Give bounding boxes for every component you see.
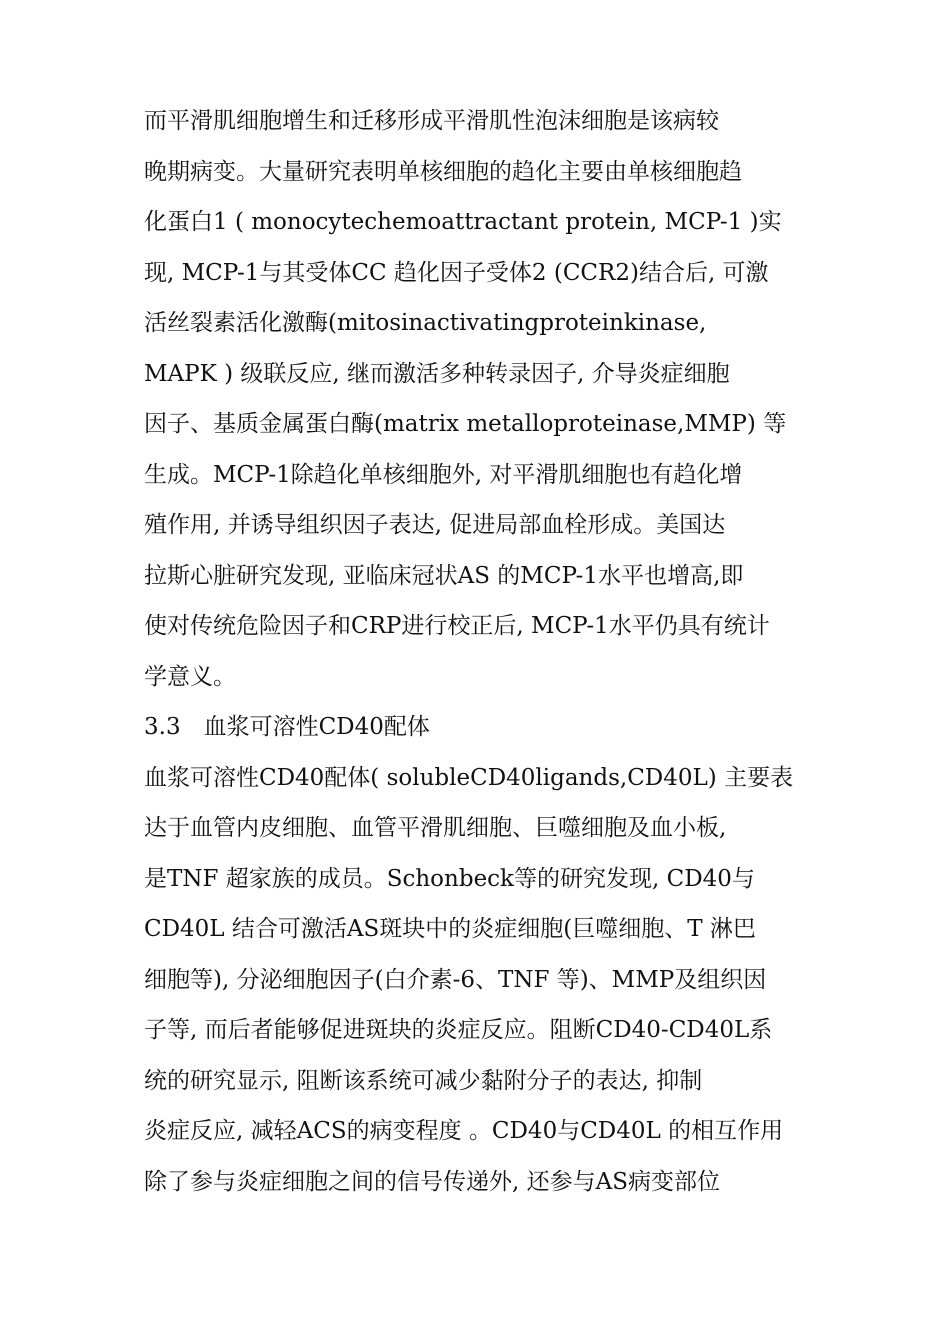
text-line: 统的研究显示, 阻断该系统可减少黏附分子的表达, 抑制 (144, 1067, 703, 1094)
text-line: 因子、基质金属蛋白酶(matrix metalloproteinase,MMP) 等 (144, 411, 787, 437)
text-line: 活丝裂素活化激酶(mitosinactivatingproteinkinase, (144, 310, 707, 336)
text-line: 使对传统危险因子和CRP进行校正后, MCP-1水平仍具有统计 (144, 613, 770, 639)
text-line: 是TNF 超家族的成员。Schonbeck等的研究发现, CD40与 (144, 865, 755, 892)
text-line: 学意义。 (144, 663, 236, 690)
text-line: 炎症反应, 减轻ACS的病变程度 。CD40与CD40L 的相互作用 (144, 1118, 784, 1144)
text-line: 化蛋白1 ( monocytechemoattractant protein, MCP-1 )实 (144, 209, 782, 235)
text-line: 殖作用, 并诱导组织因子表达, 促进局部血栓形成。美国达 (144, 512, 726, 538)
section-heading: 3.3 血浆可溶性CD40配体 (144, 714, 430, 740)
text-line: 晚期病变。大量研究表明单核细胞的趋化主要由单核细胞趋 (144, 158, 742, 185)
text-line: CD40L 结合可激活AS斑块中的炎症细胞(巨噬细胞、T 淋巴 (144, 916, 756, 942)
text-line: 现, MCP-1与其受体CC 趋化因子受体2 (CCR2)结合后, 可激 (144, 259, 769, 286)
text-line: 除了参与炎症细胞之间的信号传递外, 还参与AS病变部位 (144, 1168, 720, 1195)
text-line: 而平滑肌细胞增生和迁移形成平滑肌性泡沫细胞是该病较 (144, 108, 719, 134)
text-line: 子等, 而后者能够促进斑块的炎症反应。阻断CD40-CD40L系 (144, 1017, 773, 1043)
text-line: MAPK ) 级联反应, 继而激活多种转录因子, 介导炎症细胞 (144, 360, 730, 387)
text-line: 达于血管内皮细胞、血管平滑肌细胞、巨噬细胞及血小板, (144, 815, 727, 841)
text-line: 细胞等), 分泌细胞因子(白介素-6、TNF 等)、MMP及组织因 (144, 966, 767, 993)
text-line: 生成。MCP-1除趋化单核细胞外, 对平滑肌细胞也有趋化增 (144, 461, 743, 488)
document-page (144, 96, 814, 1207)
text-line: 拉斯心脏研究发现, 亚临床冠状AS 的MCP-1水平也增高,即 (144, 562, 744, 589)
text-line: 血浆可溶性CD40配体( solubleCD40ligands,CD40L) 主要表 (144, 764, 794, 791)
